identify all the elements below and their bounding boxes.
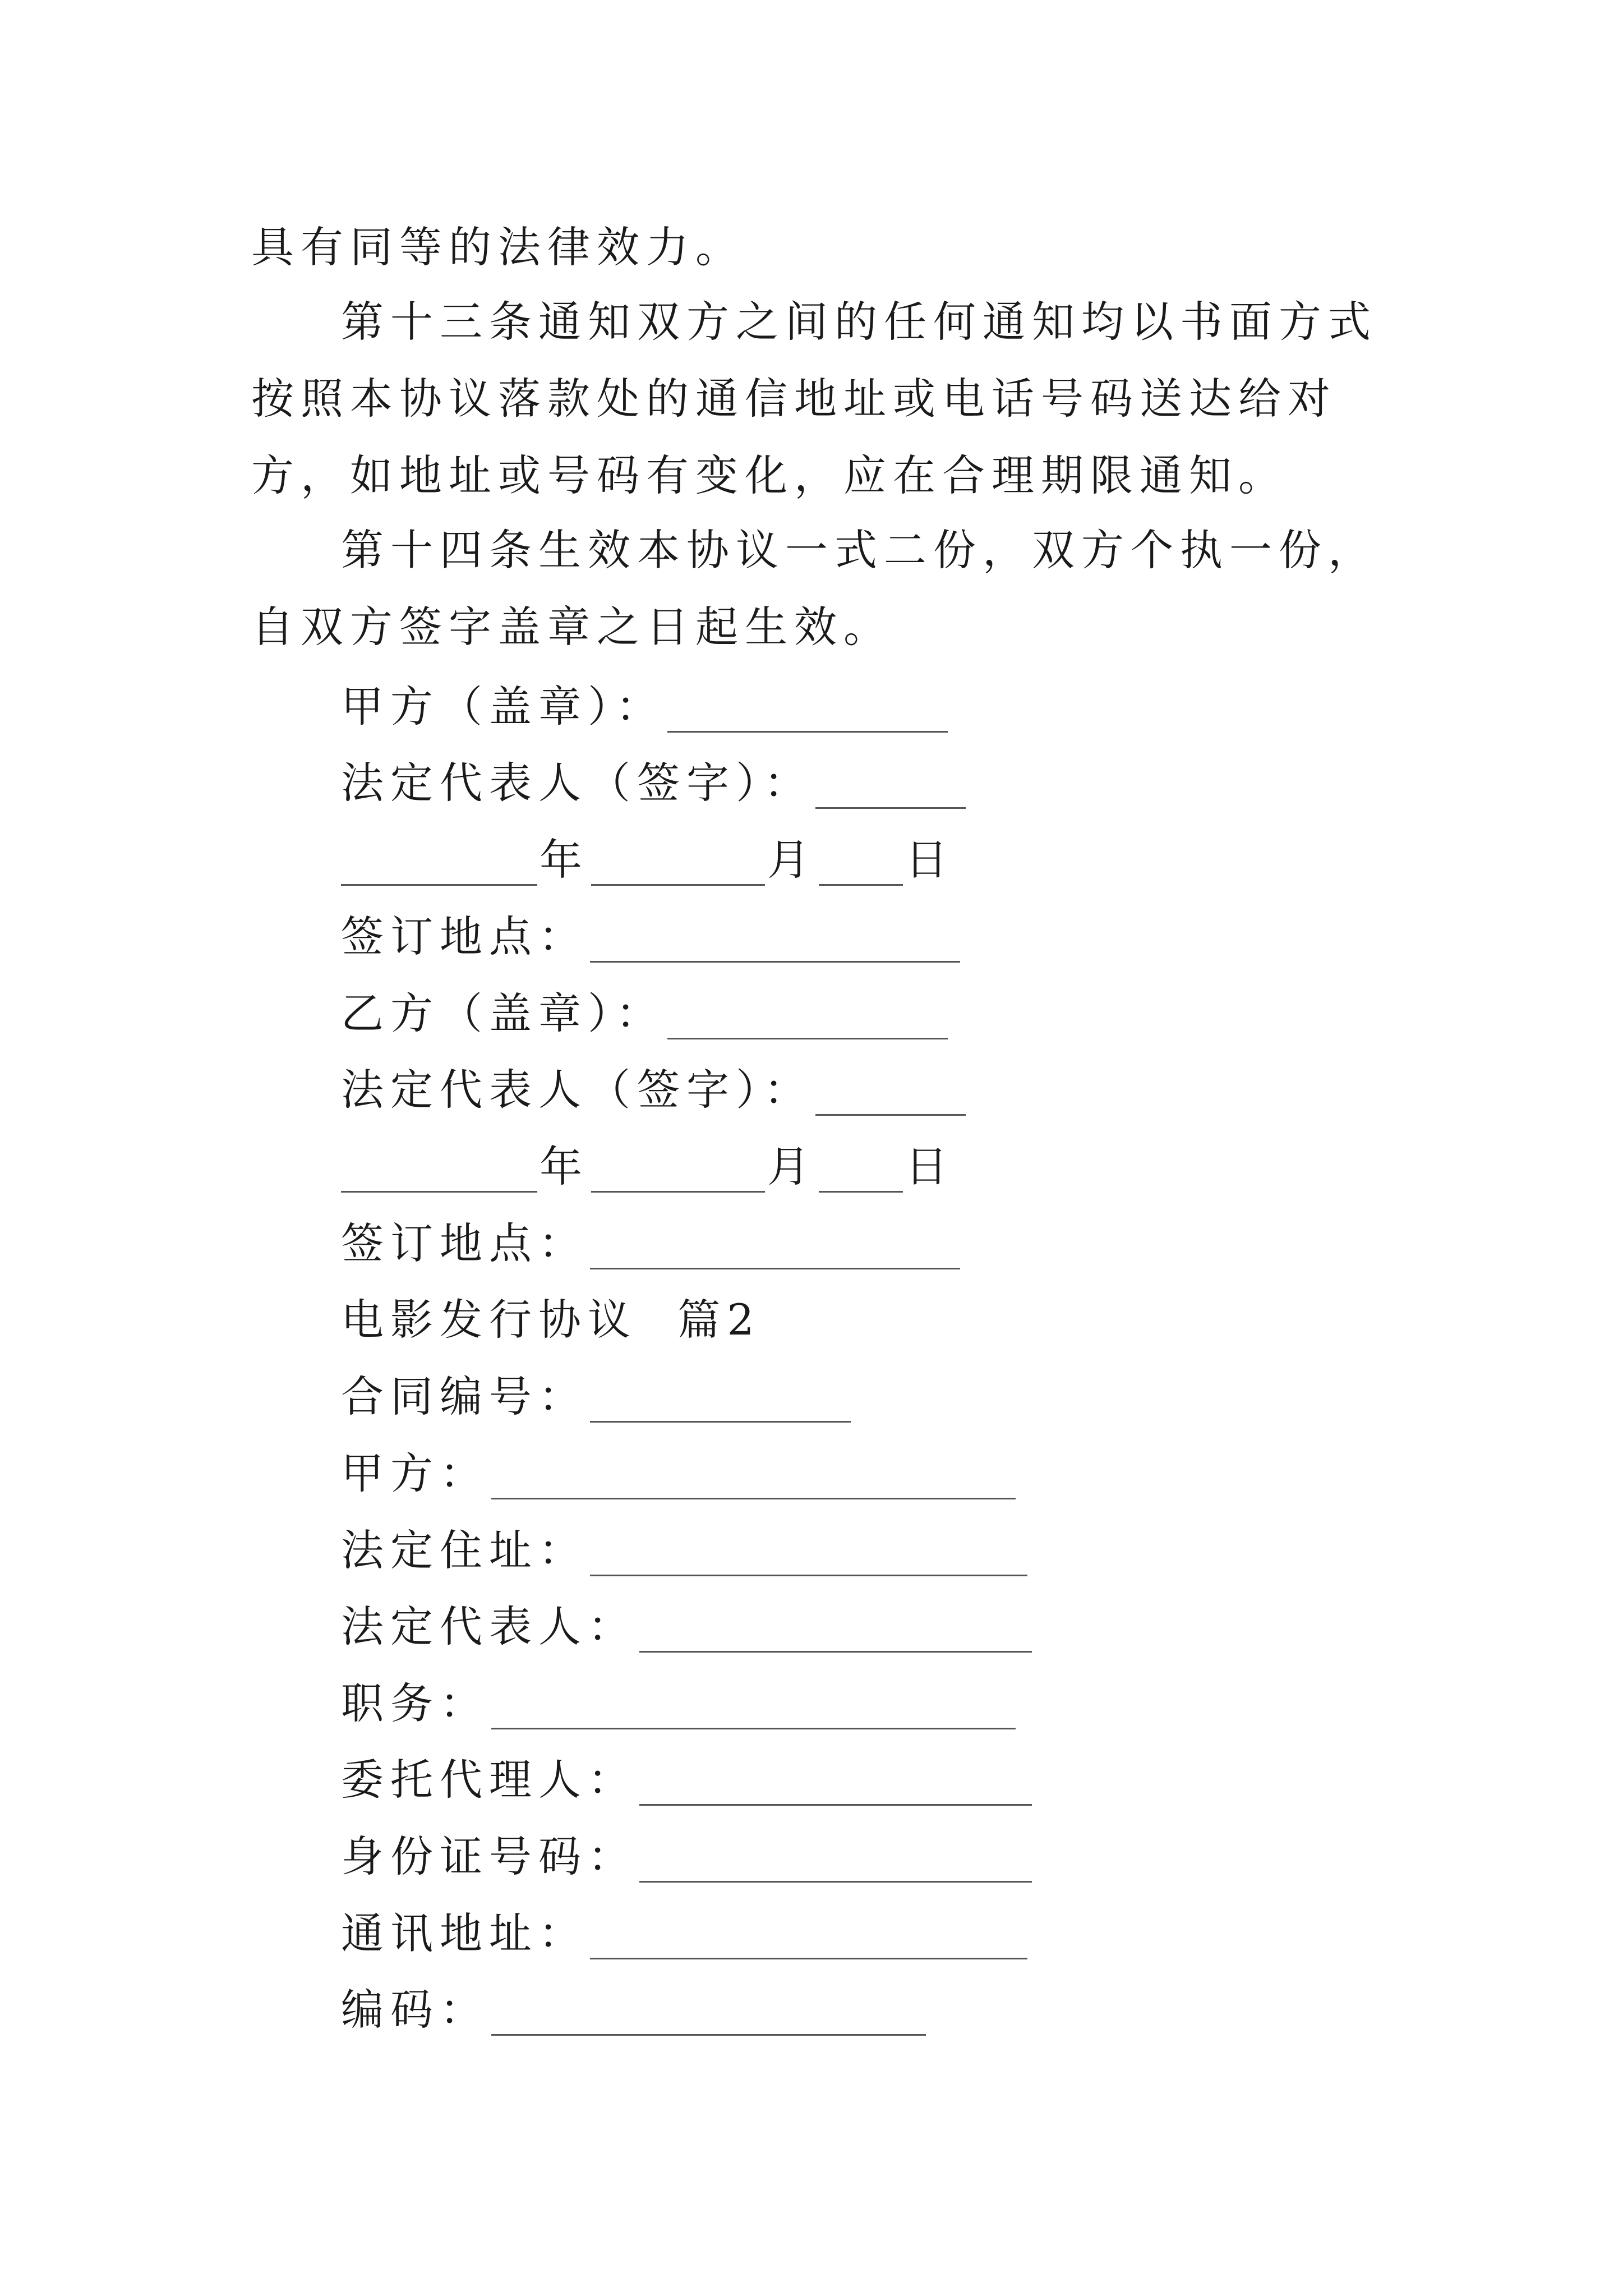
- party-a-place-label: 签订地点：: [341, 912, 588, 961]
- section-heading-text: 电影发行协议 篇2: [341, 1295, 761, 1345]
- position-blank[interactable]: [491, 1678, 1016, 1729]
- party-a-rep-label: 法定代表人（签字）：: [341, 758, 813, 808]
- year-label: 年: [540, 1142, 589, 1191]
- legal-address-line: [341, 1520, 1027, 1581]
- paragraph-text: 具有同等的法律效力。: [251, 222, 745, 272]
- party-b-seal-blank[interactable]: [667, 988, 948, 1039]
- section2-party-a-line: [341, 1443, 1016, 1504]
- party-a-place-blank[interactable]: [590, 912, 960, 963]
- agent-blank[interactable]: [639, 1755, 1032, 1806]
- id-number-label: 身份证号码：: [341, 1832, 637, 1881]
- party-b-rep-label: 法定代表人（签字）：: [341, 1065, 813, 1115]
- month-label: 月: [767, 835, 817, 885]
- party-b-place-label: 签订地点：: [341, 1218, 588, 1268]
- party-a-rep-line: [341, 752, 966, 814]
- legal-rep-line: [341, 1596, 1032, 1658]
- postcode-blank[interactable]: [491, 1985, 926, 2036]
- contract-number-line: [341, 1366, 851, 1428]
- position-line: [341, 1673, 1016, 1734]
- postcode-line: [341, 1979, 926, 2041]
- party-b-place-blank[interactable]: [590, 1218, 960, 1269]
- section-2-heading: [341, 1289, 761, 1351]
- paragraph-continuation: [251, 209, 1395, 286]
- section2-party-a-label: 甲方：: [341, 1448, 489, 1498]
- party-a-date-line: [341, 829, 957, 891]
- month-label: 月: [767, 1142, 817, 1191]
- party-b-rep-line: [341, 1059, 966, 1121]
- contract-number-label: 合同编号：: [341, 1372, 588, 1421]
- day-label: 日: [905, 1142, 955, 1191]
- party-a-seal-blank[interactable]: [667, 682, 948, 733]
- paragraph-text: 第十四条生效本协议一式二份，双方个执一份，自双方签字盖章之日起生效。: [251, 525, 1377, 652]
- day-blank[interactable]: [819, 1142, 903, 1193]
- party-b-rep-blank[interactable]: [815, 1065, 966, 1116]
- paragraph-article-13: [251, 283, 1395, 514]
- section2-party-a-blank[interactable]: [491, 1448, 1016, 1499]
- party-a-seal-label: 甲方（盖章）：: [341, 682, 665, 731]
- year-blank[interactable]: [341, 835, 537, 886]
- mail-address-line: [341, 1903, 1027, 1964]
- id-number-blank[interactable]: [639, 1832, 1032, 1883]
- month-blank[interactable]: [591, 1142, 765, 1193]
- day-label: 日: [905, 835, 955, 885]
- party-b-place-line: [341, 1213, 960, 1274]
- month-blank[interactable]: [591, 835, 765, 886]
- paragraph-text: 第十三条通知双方之间的任何通知均以书面方式按照本协议落款处的通信地址或电话号码送达给对方，如地址或号码有变化，应在合理期限通知。: [251, 297, 1377, 500]
- position-label: 职务：: [341, 1678, 489, 1728]
- party-b-seal-label: 乙方（盖章）：: [341, 988, 665, 1038]
- agent-label: 委托代理人：: [341, 1755, 637, 1805]
- contract-number-blank[interactable]: [590, 1372, 851, 1423]
- legal-rep-blank[interactable]: [639, 1602, 1032, 1653]
- party-b-seal-line: [341, 983, 948, 1045]
- legal-rep-label: 法定代表人：: [341, 1602, 637, 1651]
- agent-line: [341, 1749, 1032, 1811]
- party-b-date-line: [341, 1136, 957, 1198]
- year-label: 年: [540, 835, 589, 885]
- party-a-rep-blank[interactable]: [815, 758, 966, 809]
- postcode-label: 编码：: [341, 1985, 489, 2035]
- id-number-line: [341, 1826, 1032, 1888]
- year-blank[interactable]: [341, 1142, 537, 1193]
- legal-address-label: 法定住址：: [341, 1525, 588, 1575]
- paragraph-article-14: [251, 512, 1395, 665]
- mail-address-label: 通讯地址：: [341, 1908, 588, 1958]
- mail-address-blank[interactable]: [590, 1908, 1027, 1959]
- legal-address-blank[interactable]: [590, 1525, 1027, 1576]
- day-blank[interactable]: [819, 835, 903, 886]
- party-a-place-line: [341, 906, 960, 968]
- party-a-seal-line: [341, 676, 948, 738]
